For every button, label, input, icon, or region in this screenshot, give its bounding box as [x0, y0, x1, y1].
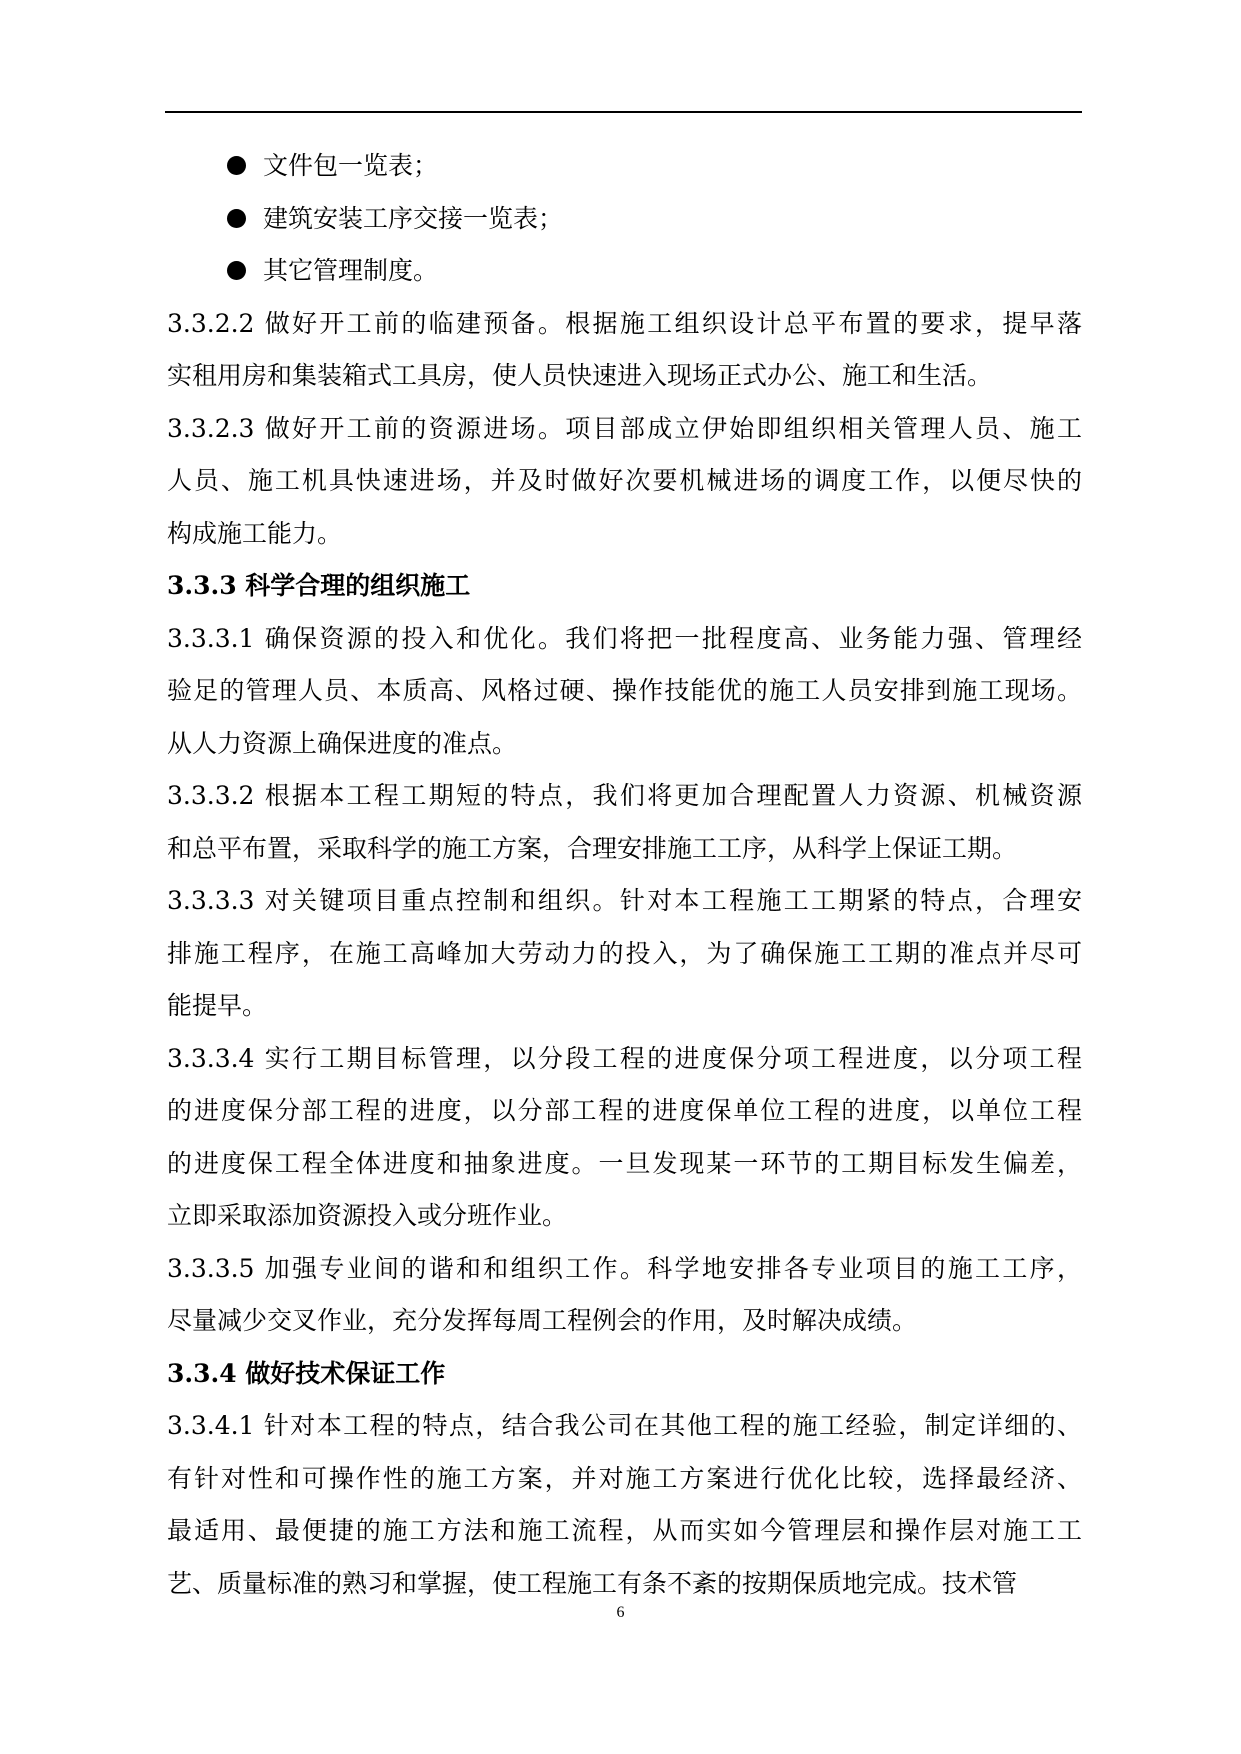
section-heading	[167, 1348, 1082, 1401]
paragraph-line: 3.3.3.5 加强专业间的谐和和组织工作。科学地安排各专业项目的施工工序，	[167, 1253, 1082, 1283]
bullet-item	[167, 140, 1082, 193]
bullet-text: 文件包一览表；	[263, 151, 439, 180]
bullet-list	[167, 140, 1082, 298]
bullet-item	[167, 245, 1082, 298]
bullet-dot-icon	[227, 209, 246, 228]
paragraph	[167, 875, 1082, 1033]
header-rule	[165, 111, 1082, 113]
paragraph-line: 和总平布置，采取科学的施工方案，合理安排施工工序，从科学上保证工期。	[167, 833, 1018, 863]
paragraph-line: 从人力资源上确保进度的准点。	[167, 728, 518, 758]
paragraph-line: 立即采取添加资源投入或分班作业。	[167, 1201, 568, 1230]
heading-text: 3.3.4 做好技术保证工作	[167, 1358, 446, 1388]
paragraph-line: 3.3.3.2 根据本工程工期短的特点，我们将更加合理配置人力资源、机械资源	[167, 781, 1082, 810]
paragraph-line: 艺、质量标准的熟习和掌握，使工程施工有条不紊的按期保质地完成。技术管	[167, 1568, 1018, 1598]
paragraph-line: 人员、施工机具快速进场，并及时做好次要机械进场的调度工作，以便尽快的	[167, 466, 1082, 495]
paragraph-line: 验足的管理人员、本质高、风格过硬、操作技能优的施工人员安排到施工现场。	[167, 676, 1082, 705]
heading-text: 3.3.3 科学合理的组织施工	[167, 571, 471, 600]
bullet-dot-icon	[227, 156, 246, 175]
section-heading	[167, 560, 1082, 613]
paragraph	[167, 770, 1082, 875]
bullet-text: 建筑安装工序交接一览表；	[263, 203, 564, 233]
paragraph-line: 3.3.4.1 针对本工程的特点，结合我公司在其他工程的施工经验，制定详细的、	[167, 1411, 1082, 1440]
paragraph	[167, 403, 1082, 561]
paragraph-line: 3.3.3.4 实行工期目标管理，以分段工程的进度保分项工程进度，以分项工程	[167, 1043, 1082, 1073]
paragraph-line: 实租用房和集装箱式工具房，使人员快速进入现场正式办公、施工和生活。	[167, 361, 993, 390]
paragraph	[167, 298, 1082, 403]
bullet-item	[167, 193, 1082, 246]
paragraph-line: 3.3.2.3 做好开工前的资源进场。项目部成立伊始即组织相关管理人员、施工	[167, 413, 1082, 443]
paragraph	[167, 1033, 1082, 1243]
paragraph-line: 构成施工能力。	[167, 518, 343, 548]
body-content	[167, 140, 1082, 1610]
paragraph-line: 有针对性和可操作性的施工方案，并对施工方案进行优化比较，选择最经济、	[167, 1463, 1082, 1493]
paragraph-line: 尽量减少交叉作业，充分发挥每周工程例会的作用，及时解决成绩。	[167, 1306, 918, 1335]
paragraph	[167, 1243, 1082, 1348]
paragraph	[167, 1400, 1082, 1610]
paragraph-line: 的进度保工程全体进度和抽象进度。一旦发现某一环节的工期目标发生偏差，	[167, 1148, 1082, 1178]
paragraph-line: 能提早。	[167, 991, 268, 1020]
paragraph-line: 最适用、最便捷的施工方法和施工流程，从而实如今管理层和操作层对施工工	[167, 1516, 1082, 1545]
bullet-dot-icon	[227, 261, 246, 280]
paragraph-line: 3.3.3.1 确保资源的投入和优化。我们将把一批程度高、业务能力强、管理经	[167, 623, 1082, 653]
paragraph-line: 的进度保分部工程的进度，以分部工程的进度保单位工程的进度，以单位工程	[167, 1096, 1082, 1125]
paragraph-list	[167, 298, 1082, 1611]
paragraph	[167, 613, 1082, 771]
page-number: 6	[616, 1604, 625, 1621]
paragraph-line: 3.3.2.2 做好开工前的临建预备。根据施工组织设计总平布置的要求，提早落	[167, 308, 1082, 338]
paragraph-line: 排施工程序，在施工高峰加大劳动力的投入，为了确保施工工期的准点并尽可	[167, 938, 1082, 968]
bullet-text: 其它管理制度。	[263, 256, 439, 285]
paragraph-line: 3.3.3.3 对关键项目重点控制和组织。针对本工程施工工期紧的特点，合理安	[167, 886, 1082, 915]
